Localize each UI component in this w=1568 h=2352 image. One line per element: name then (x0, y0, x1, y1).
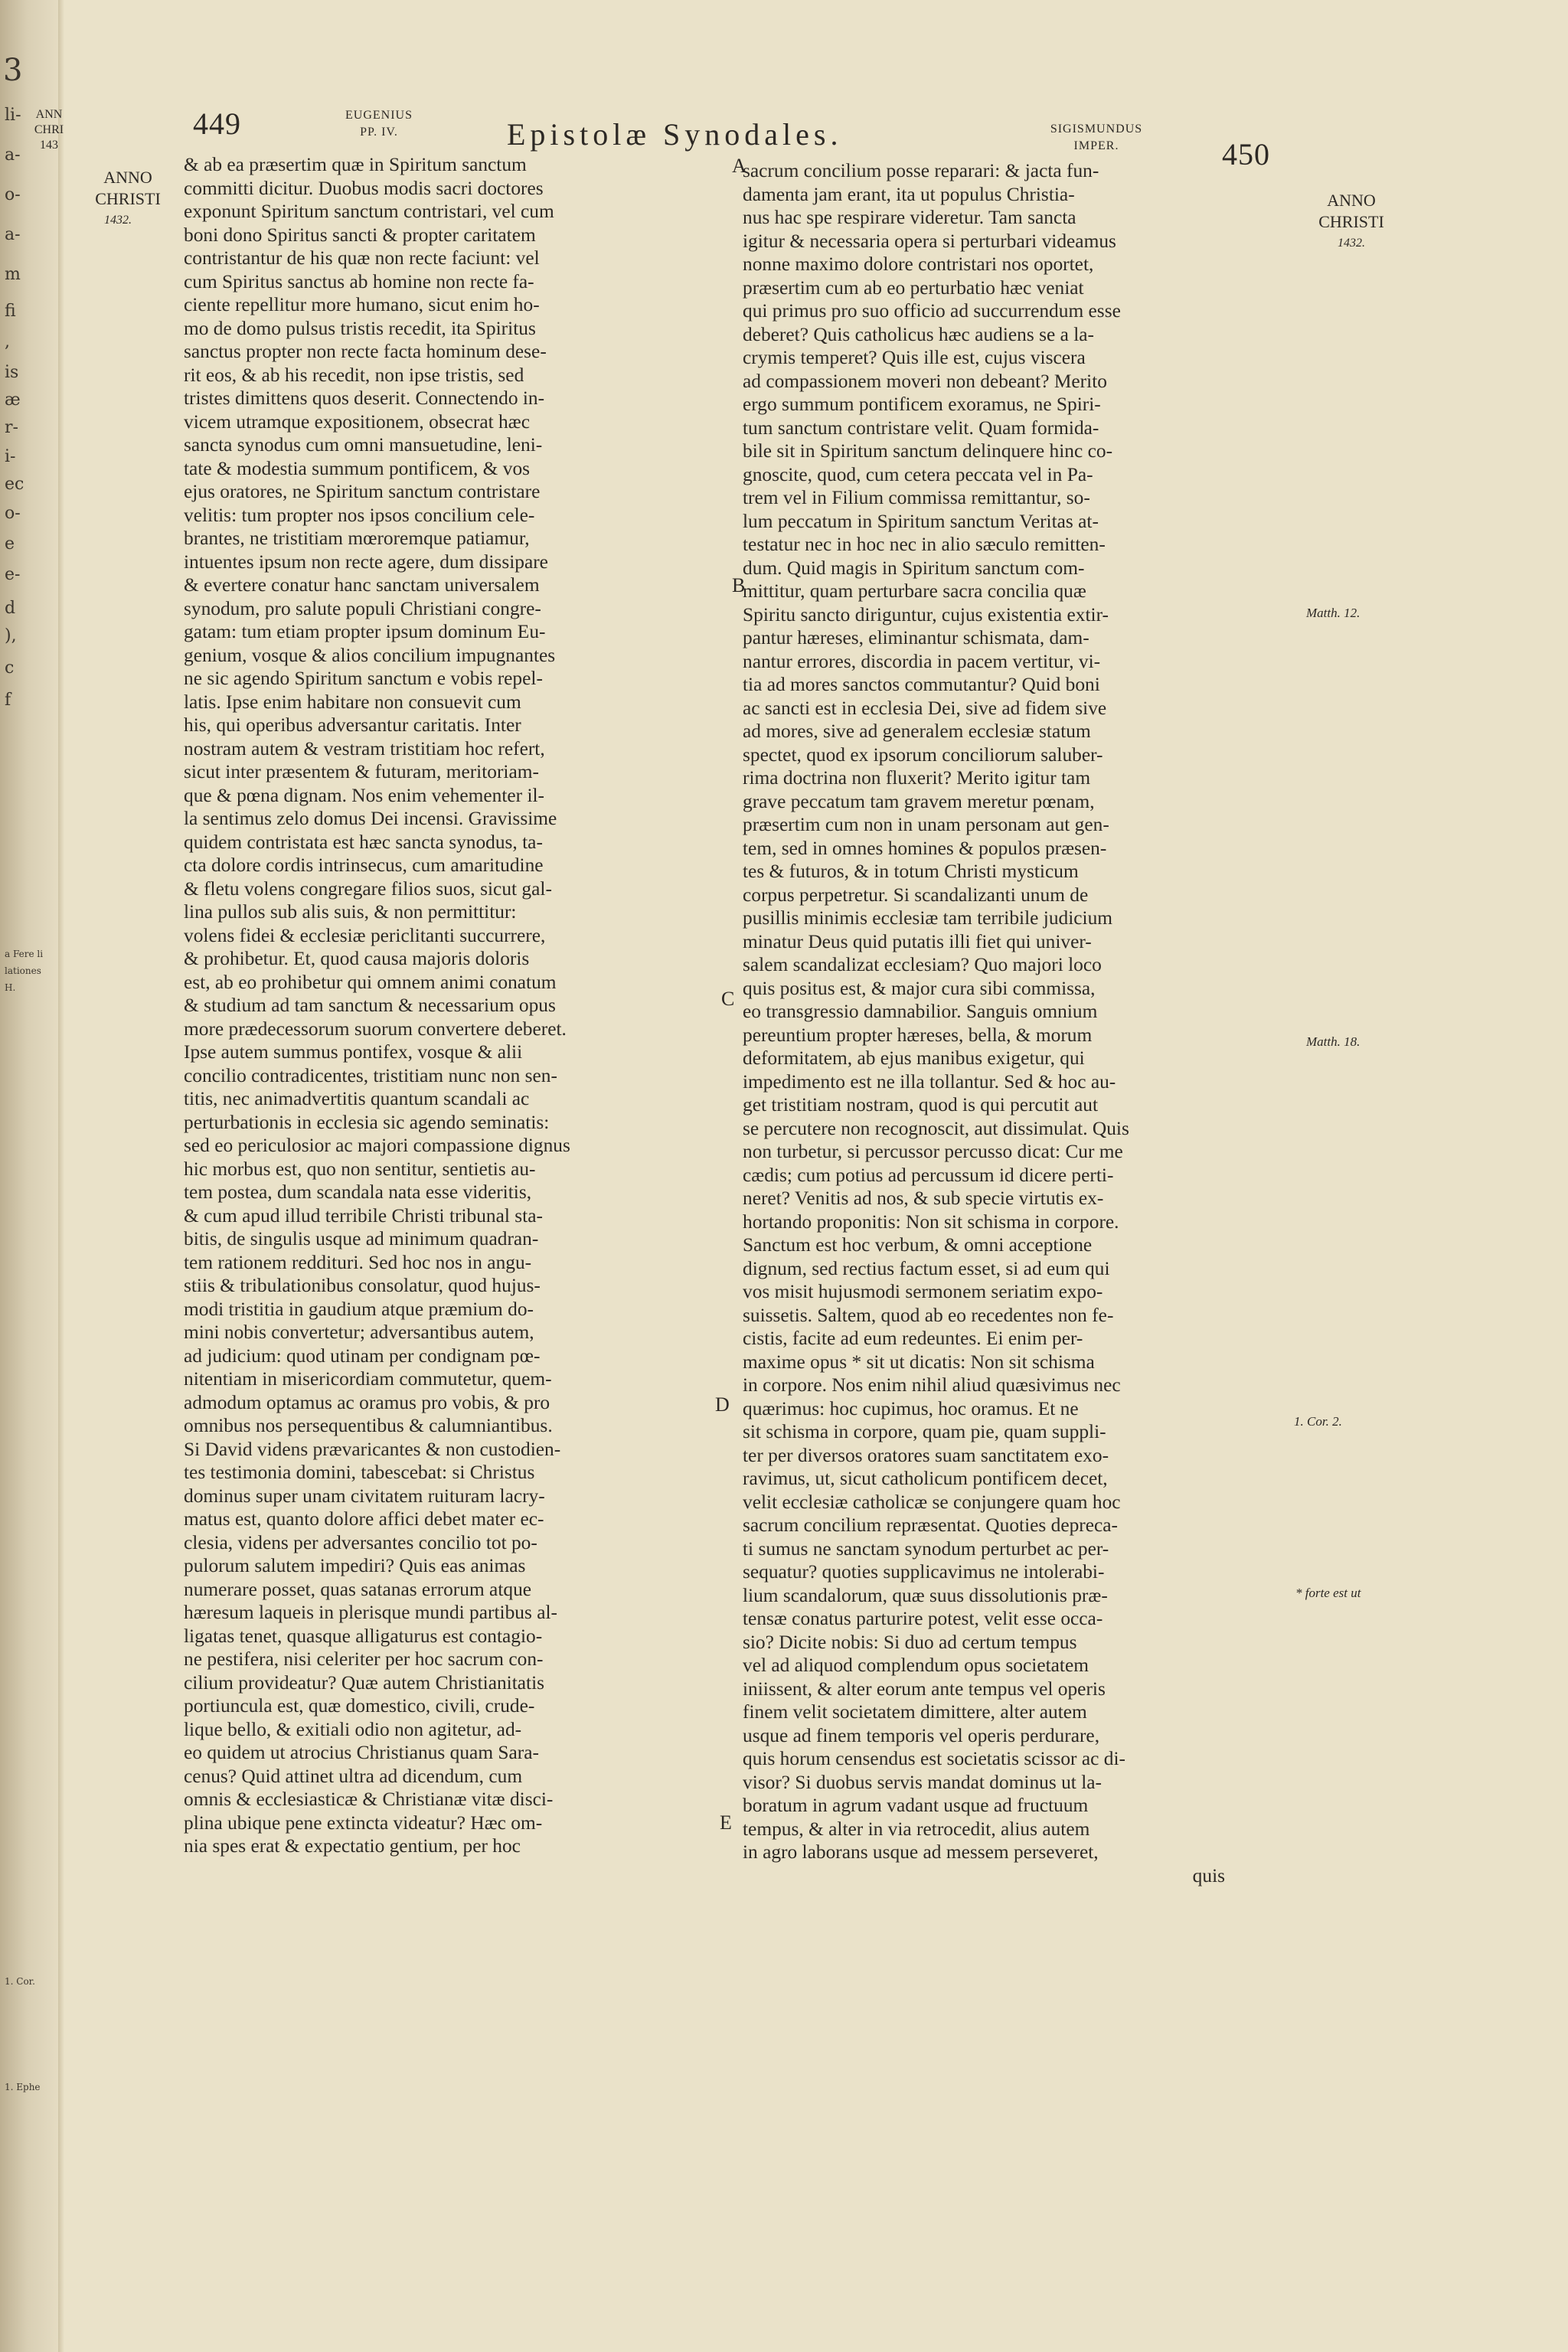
gutter-fragment: , (5, 332, 10, 351)
gutter-fragment: m (5, 265, 21, 284)
header-emperor-line1: SIGISMUNDUS (1050, 122, 1143, 136)
text-line: nia spes erat & expectatio gentium, per hoc (184, 1835, 521, 1857)
text-line: vicem utramque expositionem, obsecrat hæc (184, 410, 530, 433)
left-margin-anno-christi (83, 167, 173, 231)
right-margin-anno-christi (1302, 190, 1401, 254)
text-line: eo transgressio damnabilior. Sanguis omnium (743, 1001, 1098, 1022)
text-line: boratum in agrum vadant usque ad fructuum (743, 1795, 1089, 1816)
text-line: rima doctrina non fluxerit? Merito igitur tam (743, 767, 1091, 789)
text-line: damenta jam erant, ita ut populus Christia- (743, 183, 1075, 205)
text-line: eo quidem ut atrocius Christianus quam Sara- (184, 1742, 539, 1763)
text-line: pantur hæreses, eliminantur schismata, dam- (743, 627, 1089, 648)
text-line: sanctus propter non recte facta hominum dese- (184, 341, 547, 362)
text-line: lique bello, & exitiali odio non agitetur, ad- (184, 1718, 522, 1740)
marginal-reference-matth-18: Matth. 18. (1306, 1034, 1361, 1049)
text-line: ad judicium: quod utinam per condignam pœ- (184, 1344, 541, 1367)
text-line: ejus oratores, ne Spiritum sanctum contristare (184, 481, 541, 502)
header-emperor-line2: IMPER. (1073, 139, 1119, 152)
book-gutter (0, 0, 61, 2352)
text-line: sed eo periculosior ac majori compassione dignus (184, 1135, 570, 1156)
text-line: sequatur? quoties supplicavimus ne intolerabi- (743, 1561, 1105, 1583)
text-line: sio? Dicite nobis: Si duo ad certum tempus (743, 1631, 1077, 1653)
gutter-fragment: 1. Cor. (5, 1976, 35, 1987)
text-line: quis (1192, 1864, 1225, 1886)
gutter-fragment: i- (5, 447, 16, 466)
text-line: tem postea, dum scandala nata esse videritis, (184, 1181, 532, 1203)
text-line: tem rationem reddituri. Sed hoc nos in angu- (184, 1251, 532, 1273)
text-line: qui primus pro suo officio ad succurrendum esse (743, 300, 1121, 322)
gutter-fragment: c (5, 658, 15, 678)
header-pope-line1: EUGENIUS (345, 109, 413, 122)
text-line: matus est, quanto dolore affici debet mater ec- (184, 1508, 544, 1530)
text-line: ergo summum pontificem exoramus, ne Spiri- (743, 394, 1101, 415)
gutter-fragment: ), (5, 626, 17, 645)
text-line: finem velit societatem dimittere, alter autem (743, 1701, 1087, 1723)
text-line: deberet? Quis catholicus hæc audiens se a la- (743, 323, 1094, 345)
text-line: velitis: tum propter nos ipsos concilium cele- (184, 504, 535, 526)
gutter-fragment: o- (5, 185, 21, 204)
text-line: spectet, quod ex ipsorum conciliorum saluber- (743, 743, 1103, 766)
gutter-fragment: a Fere li (5, 949, 44, 959)
text-line: tum sanctum contristare velit. Quam formida- (743, 416, 1099, 439)
text-line: & studium ad tam sanctum & necessarium opus (184, 995, 556, 1016)
section-letter-d: D (715, 1393, 730, 1416)
text-line: nus hac spe respirare videretur. Tam sancta (743, 207, 1076, 228)
right-page-number: 450 (1222, 137, 1270, 172)
text-line: præsertim cum ab eo perturbatio hæc veniat (743, 276, 1084, 299)
text-line: pulorum salutem impediri? Quis eas animas (184, 1555, 526, 1576)
text-line: pereuntium propter hæreses, bella, & morum (743, 1024, 1093, 1046)
anno-label: ANNO (103, 168, 152, 187)
text-line: ter per diversos oratores suam sanctitatem exo- (743, 1444, 1109, 1466)
text-line: dominus super unam civitatem ruituram lacry- (184, 1485, 545, 1507)
text-line: iniissent, & alter eorum ante tempus vel operis (743, 1677, 1106, 1700)
text-line: neret? Venitis ad nos, & sub specie virtutis ex- (743, 1187, 1104, 1209)
section-letter-a: A (732, 155, 746, 177)
right-text-column (743, 159, 1271, 1887)
gutter-fragment: æ (5, 390, 21, 410)
text-line: & cum apud illud terribile Christi tribunal sta- (184, 1204, 543, 1227)
christi-label: CHRISTI (1318, 212, 1384, 231)
text-line: crymis temperet? Quis ille est, cujus viscera (743, 347, 1086, 368)
gutter-fragment: e (5, 534, 15, 554)
text-line: tristes dimittens quos deserit. Connectendo in- (184, 387, 545, 409)
text-line: dignum, sed rectius factum esset, si ad eum qui (743, 1257, 1110, 1279)
text-line: trem vel in Filium commissa remittantur, so- (743, 487, 1090, 508)
text-line: tem, sed in omnes homines & populos præsen- (743, 837, 1107, 859)
text-line: ligatas tenet, quasque alligaturus est contagio- (184, 1625, 543, 1647)
text-line: synodum, pro salute populi Christiani congre- (184, 597, 541, 619)
text-line: titis, nec animadvertitis quantum scandali ac (184, 1088, 530, 1109)
text-line: salem scandalizat ecclesiam? Quo majori loco (743, 954, 1102, 975)
anno-label: ANNO (1327, 191, 1376, 210)
text-line: suissetis. Saltem, quod ab eo recedentes non fe- (743, 1304, 1114, 1326)
text-line: portiuncula est, quæ domestico, civili, crude- (184, 1695, 535, 1717)
text-line: sancta synodus cum omni mansuetudine, leni- (184, 434, 543, 456)
text-line: tempus, & alter in via retrocedit, alius autem (743, 1818, 1090, 1840)
text-line: tes & futuros, & in totum Christi mysticum (743, 861, 1079, 882)
text-line: mittitur, quam perturbare sacra concilia quæ (743, 580, 1086, 602)
text-line: præsertim cum non in unam personam aut gen- (743, 814, 1109, 835)
text-line: rit eos, & ab his recedit, non ipse tristis, sed (184, 364, 524, 386)
text-line: hortando proponitis: Non sit schisma in corpore. (743, 1210, 1119, 1233)
text-line: lina pullos sub alis suis, & non permittitur: (184, 901, 517, 923)
gutter-fragment: a- (5, 225, 21, 244)
text-line: usque ad finem temporis vel operis perdurare, (743, 1724, 1100, 1746)
text-line: & ab ea præsertim quæ in Spiritum sanctum (184, 154, 527, 175)
text-line: stiis & tribulationibus consolatur, quod hujus- (184, 1275, 541, 1296)
text-line: la sentimus zelo domus Dei incensi. Gravissime (184, 808, 557, 829)
gutter-fragment: ec (5, 475, 24, 494)
text-line: sacrum concilium repræsentat. Quoties depreca- (743, 1514, 1118, 1536)
text-line: & evertere conatur hanc sanctam universalem (184, 574, 540, 596)
facing-page-anno-fragment (34, 107, 64, 153)
marginal-reference-matth-12: Matth. 12. (1306, 606, 1361, 620)
gutter-fragment: is (5, 363, 19, 382)
gutter-fragment: f (5, 691, 11, 710)
gutter-fragment: fi (5, 302, 16, 321)
text-line: modi tristitia in gaudium atque præmium do- (184, 1298, 534, 1320)
text-line: nantur errores, discordia in pacem vertitur, vi- (743, 650, 1101, 672)
gutter-edge (58, 0, 64, 2352)
text-line: committi dicitur. Duobus modis sacri doctores (184, 177, 544, 199)
gutter-fragment: d (5, 599, 16, 618)
text-line: ti sumus ne sanctam synodum perturbet ac per- (743, 1537, 1109, 1560)
text-line: cenus? Quid attinet ultra ad dicendum, cum (184, 1765, 523, 1787)
year-label: 1432. (104, 214, 132, 227)
text-line: se percutere non recognoscit, aut dissimulat. Quis (743, 1117, 1129, 1139)
text-line: in corpore. Nos enim nihil aliud quæsivimus nec (743, 1374, 1121, 1396)
text-line: exponunt Spiritum sanctum contristari, vel cum (184, 201, 554, 222)
left-text-column (184, 153, 712, 1858)
text-line: maxime opus * sit ut dicatis: Non sit schisma (743, 1351, 1095, 1373)
text-line: dum. Quid magis in Spiritum sanctum com- (743, 557, 1085, 579)
text-line: his, qui operibus adversantur caritatis. Inter (184, 714, 521, 736)
text-line: omnis & ecclesiasticæ & Christianæ vitæ disci- (184, 1788, 554, 1810)
text-line: concilio contradicentes, tristitiam nunc non sen- (184, 1064, 557, 1086)
text-line: visor? Si duobus servis mandat dominus ut la- (743, 1771, 1102, 1793)
text-line: get tristitiam nostram, quod is qui percutit aut (743, 1094, 1099, 1116)
text-line: ac sancti est in ecclesia Dei, sive ad fidem sive (743, 697, 1107, 719)
text-line: ad compassionem moveri non debeant? Merito (743, 370, 1107, 392)
text-line: quis positus est, & major cura sibi commissa, (743, 977, 1096, 999)
text-line: bitis, de singulis usque ad minimum quadran- (184, 1228, 539, 1250)
marginal-note-forte: * forte est ut (1295, 1586, 1361, 1600)
text-line: ne pestifera, nisi celeriter per hoc sacrum con- (184, 1648, 544, 1670)
text-line: tensæ conatus parturire potest, velit esse occa- (743, 1608, 1103, 1629)
marginal-reference-1-cor-2: 1. Cor. 2. (1294, 1414, 1342, 1429)
text-line: bile sit in Spiritum sanctum delinquere hinc co- (743, 440, 1113, 462)
section-letter-b: B (732, 574, 746, 596)
text-line: mini nobis convertetur; adversantibus autem, (184, 1321, 534, 1343)
text-line: mo de domo pulsus tristis recedit, ita Spiritus (184, 317, 536, 339)
gutter-fragment: H. (5, 982, 16, 993)
text-line: nonne maximo dolore contristari nos oportet, (743, 253, 1094, 275)
text-line: velit ecclesiæ catholicæ se conjungere quam hoc (743, 1491, 1121, 1513)
text-line: ne sic agendo Spiritum sanctum e vobis repel- (184, 668, 543, 689)
text-line: cistis, facite ad eum redeuntes. Ei enim per- (743, 1328, 1083, 1349)
header-emperor-name (1035, 121, 1158, 155)
text-line: volens fidei & ecclesiæ periclitanti succurrere, (184, 924, 546, 946)
text-line: hæresum laqueis in plerisque mundi partibus al- (184, 1602, 557, 1623)
text-line: vos misit hujusmodi sermonem seriatim expo- (743, 1281, 1103, 1302)
gutter-fragment: li- (5, 106, 21, 125)
text-line: quærimus: hoc cupimus, hoc oramus. Et ne (743, 1397, 1079, 1419)
text-line: Sanctum est hoc verbum, & omni acceptione (743, 1234, 1093, 1256)
text-line: vel ad aliquod complendum opus societatem (743, 1655, 1089, 1676)
text-line: que & pœna dignam. Nos enim vehementer il- (184, 784, 545, 806)
text-line: plina ubique pene extincta videatur? Hæc om- (184, 1811, 543, 1834)
text-line: grave peccatum tam gravem meretur pœnam, (743, 790, 1095, 812)
text-line: deformitatem, ab ejus manibus exigetur, qui (743, 1047, 1085, 1069)
text-line: numerare posset, quas satanas errorum atque (184, 1578, 532, 1600)
text-line: impedimento est ne illa tollantur. Sed & hoc au- (743, 1070, 1116, 1093)
text-line: contristantur de his quæ non recte faciunt: vel (184, 247, 540, 269)
text-line: cum Spiritus sanctus ab homine non recte fa- (184, 270, 534, 292)
text-line: more prædecessorum suorum convertere deberet. (184, 1018, 567, 1040)
gutter-fragment: e- (5, 565, 21, 584)
christi-label: CHRISTI (95, 189, 161, 208)
text-line: ad mores, sive ad generalem ecclesiæ statum (743, 720, 1091, 742)
text-line: Ipse autem summus pontifex, vosque & alii (184, 1041, 523, 1063)
header-pope-line2: PP. IV. (360, 126, 398, 139)
text-line: nitentiam in misericordiam commutetur, quem- (184, 1368, 552, 1390)
left-page-number: 449 (193, 106, 241, 141)
gutter-fragment: 3 (3, 53, 23, 88)
text-line: igitur & necessaria opera si perturbari videamus (743, 230, 1116, 252)
gutter-fragment: 1. Ephe (5, 2082, 41, 2092)
text-line: ravimus, ut, sicut catholicum pontificem decet, (743, 1468, 1108, 1489)
text-line: clesia, videns per adversantes concilio tot po- (184, 1531, 537, 1553)
text-line: & fletu volens congregare filios suos, sicut gal- (184, 877, 552, 900)
text-line: testatur nec in hoc nec in alio sæculo remitten- (743, 534, 1106, 555)
text-line: cædis; cum potius ad percussum id dicere perti- (743, 1164, 1114, 1186)
running-title: Epistolæ Synodales. (507, 117, 843, 152)
text-line: perturbationis in ecclesia sic agendo seminatis: (184, 1111, 550, 1133)
text-line: admodum optamus ac oramus pro vobis, & pro (184, 1391, 550, 1413)
text-line: est, ab eo prohibetur qui omnem animi conatum (184, 971, 557, 993)
text-line: quis horum censendus est societatis scissor ac di- (743, 1748, 1125, 1769)
text-line: Spiritu sancto diriguntur, cujus existentia extir- (743, 603, 1109, 626)
text-line: boni dono Spiritus sancti & propter caritatem (184, 224, 536, 246)
text-line: sit schisma in corpore, quam pie, quam suppli- (743, 1421, 1106, 1442)
text-line: gnoscite, quod, cum cetera peccata vel in Pa- (743, 463, 1093, 485)
text-line: Si David videns prævaricantes & non custodien- (184, 1438, 561, 1460)
text-line: lium scandalorum, quæ suus dissolutionis præ- (743, 1584, 1108, 1606)
text-line: in agro laborans usque ad messem perseveret, (743, 1841, 1099, 1863)
text-line: nostram autem & vestram tristitiam hoc refert, (184, 737, 545, 760)
text-line: corpus perpetretur. Si scandalizanti unum de (743, 884, 1089, 906)
text-line: tia ad mores sanctos commutantur? Quid boni (743, 674, 1100, 695)
gutter-fragment: r- (5, 418, 18, 437)
section-letter-e: E (720, 1811, 732, 1834)
text-line: brantes, ne tristitiam mœroremque patiamur, (184, 528, 530, 549)
text-line: lum peccatum in Spiritum sanctum Veritas at- (743, 510, 1099, 532)
fragment-christi: CHRI (34, 123, 64, 136)
text-line: gatam: tum etiam propter ipsum dominum Eu- (184, 621, 546, 642)
text-line: non turbetur, si percussor percusso dicat: Cur me (743, 1141, 1123, 1162)
text-line: hic morbus est, quo non sentitur, sentietis au- (184, 1158, 536, 1180)
text-line: genium, vosque & alios concilium impugnantes (184, 644, 556, 666)
section-letter-c: C (721, 988, 735, 1010)
text-line: omnibus nos persequentibus & calumniantibus. (184, 1415, 553, 1436)
text-line: ciente repellitur more humano, sicut enim ho- (184, 294, 540, 315)
text-line: sicut inter præsentem & futuram, meritoriam- (184, 761, 539, 782)
text-line: tate & modestia summum pontificem, & vos (184, 457, 531, 479)
text-line: cilium provideatur? Quæ autem Christianitatis (184, 1671, 545, 1694)
gutter-fragment: a- (5, 145, 21, 165)
text-line: pusillis minimis ecclesiæ tam terribile judicium (743, 907, 1113, 929)
year-label: 1432. (1338, 237, 1365, 250)
text-line: sacrum concilium posse reparari: & jacta fun- (743, 160, 1099, 181)
text-line: minatur Deus quid putatis illi fiet qui univer- (743, 930, 1092, 952)
header-pope-name (329, 107, 429, 141)
text-line: & prohibetur. Et, quod causa majoris doloris (184, 948, 530, 969)
text-line: latis. Ipse enim habitare non consuevit cum (184, 691, 521, 713)
gutter-fragment: o- (5, 504, 21, 523)
text-line: intuentes ipsum non recte agere, dum dissipare (184, 550, 548, 573)
gutter-fragment: lationes (5, 965, 41, 976)
fragment-anno: ANN (35, 108, 63, 121)
fragment-year: 143 (40, 139, 58, 152)
text-line: cta dolore cordis intrinsecus, cum amaritudine (184, 854, 544, 876)
text-line: quidem contristata est hæc sancta synodus, ta- (184, 831, 543, 853)
text-line: tes testimonia domini, tabescebat: si Christus (184, 1462, 535, 1483)
